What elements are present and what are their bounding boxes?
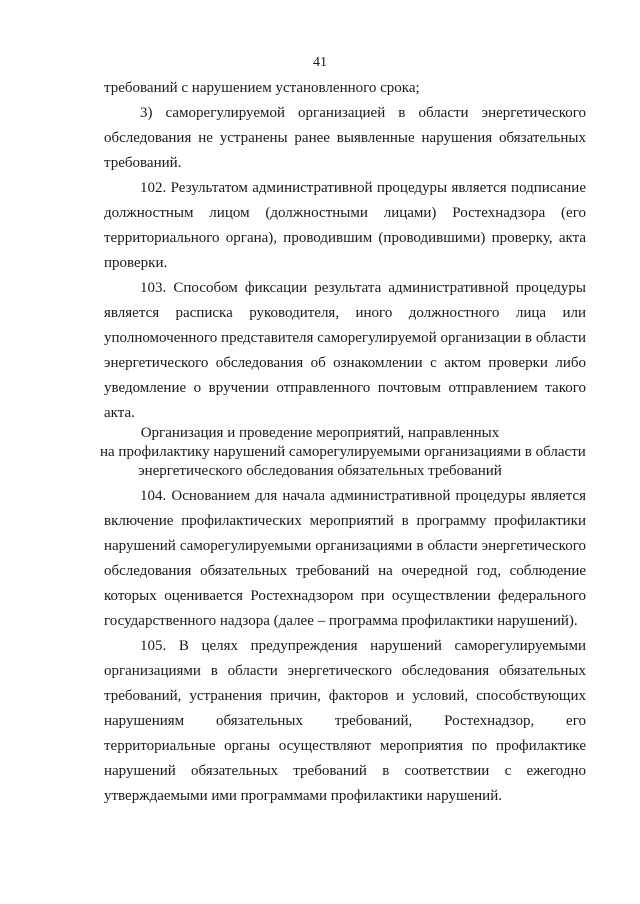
section-heading bbox=[100, 424, 586, 481]
paragraph-105: 105. В целях предупреждения нарушений саморегулируемыми организациями в области энергетического обследования обязательных требований, устранения причин, факторов и условий, способствующих нарушениям обязательных требований, Ростехнадзор, его территориальные органы осуществляют мероприятия по профилактике нарушений обязательных требований в соответствии с ежегодно утверждаемыми ими программами профилактики нарушений. bbox=[104, 638, 586, 804]
paragraph-104: 104. Основанием для начала административной процедуры является включение профилактических мероприятий в программу профилактики нарушений саморегулируемыми организациями в области энергетического обследования обязательных требований на очередной год, соблюдение которых оценивается Ростехнадзором при осуществлении федерального государственного надзора (далее – программа профилактики нарушений). bbox=[104, 488, 586, 629]
section-heading-line-2: на профилактику нарушений саморегулируемыми организациями в области bbox=[100, 444, 586, 460]
paragraph-item-3: 3) саморегулируемой организацией в области энергетического обследования не устранены ранее выявленные нарушения обязательных требований. bbox=[104, 105, 586, 171]
paragraph-102: 102. Результатом административной процедуры является подписание должностным лицом (должностными лицами) Ростехнадзора (его территориального органа), проводившим (проводившими) проверку, акта проверки. bbox=[104, 180, 586, 271]
page-number: 41 bbox=[313, 55, 327, 70]
paragraph-continuation: требований с нарушением установленного срока; bbox=[104, 80, 420, 96]
paragraph-103: 103. Способом фиксации результата административной процедуры является расписка руководителя, иного должностного лица или уполномоченного представителя саморегулируемой организации в области энергетического обследования об ознакомлении с актом проверки либо уведомление о вручении отправленного почтовым отправлением такого акта. bbox=[104, 280, 586, 421]
document-body-bottom bbox=[104, 484, 586, 809]
section-heading-line-1: Организация и проведение мероприятий, направленных bbox=[140, 425, 500, 441]
section-heading-line-3: энергетического обследования обязательных требований bbox=[138, 463, 502, 479]
document-body-top bbox=[104, 76, 586, 426]
